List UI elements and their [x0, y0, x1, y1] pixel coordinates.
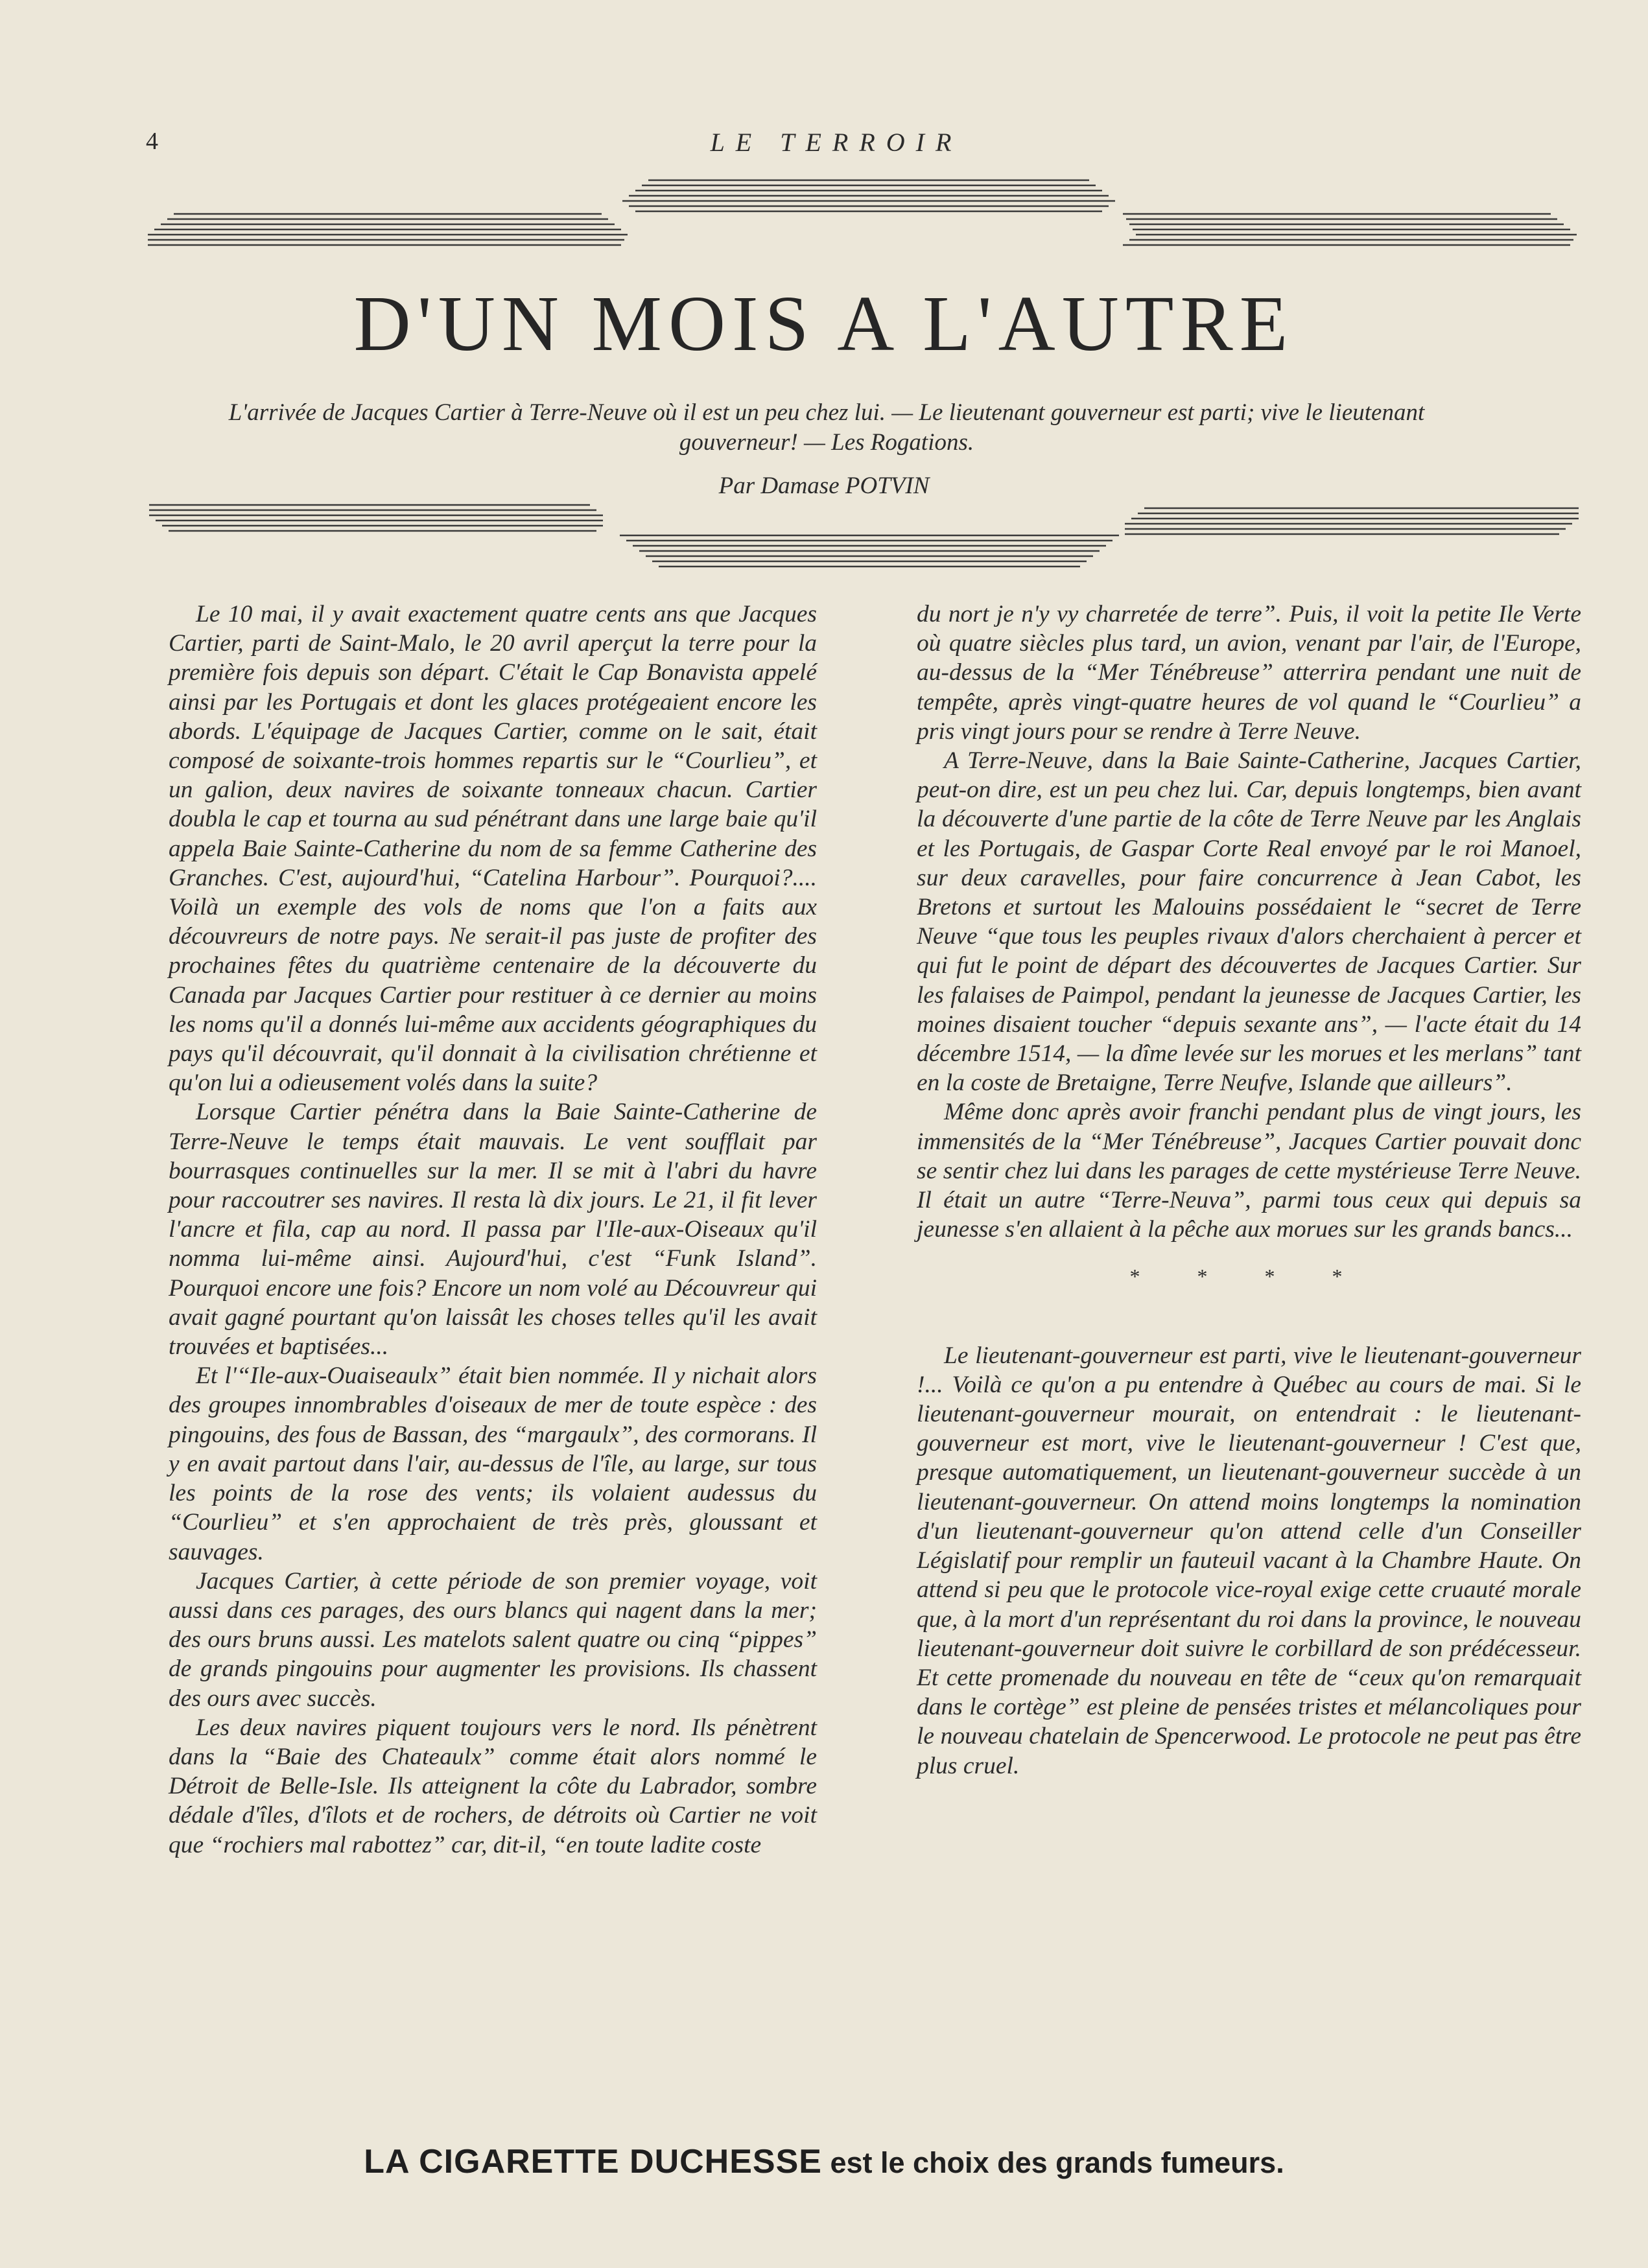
ornament-wave-icon — [622, 176, 1115, 215]
paragraph: Le 10 mai, il y avait exactement quatre cents ans que Jacques Cartier, parti de Saint-Malo, le 20 avril aperçut la terre pour la première fois depuis son départ. C'était le Cap Bonavista appelé ainsi par les Portugais et dont les glaces protégeaient encore les abords. L'équipage de Jacques Cartier, comme on le sait, était composé de soixante-trois hommes repartis sur le “Courlieu”, et un galion, deux navires de soixante tonneaux chacun. Cartier doubla le cap et tourna au sud pénétrant dans une large baie qu'il appela Baie Sainte-Catherine du nom de sa femme Catherine des Granches. C'est, aujourd'hui, “Catelina Harbour”. Pourquoi?.... Voilà un exemple des vols de noms que l'on a faits aux découvreurs de notre pays. Ne serait-il pas juste de profiter des prochaines fêtes du quatrième centenaire de la découverte du Canada par Jacques Cartier pour restituer à ce dernier au moins les noms qu'il a donnés lui-même aux accidents géographiques du pays qu'il découvrait, qu'il donnait à la civilisation chrétienne et qu'on lui a odieusement volés dans la suite? — [169, 601, 817, 1097]
paragraph: Lorsque Cartier pénétra dans la Baie Sainte-Catherine de Terre-Neuve le temps était mauvais. Le vent soufflait par bourrasques continuelles sur la mer. Il se mit à l'abri du havre pour raccoutrer ses navires. Il resta là dix jours. Le 21, il fit lever l'ancre et fila, cap au nord. Il passa par l'Ile-aux-Oiseaux qu'il nomma lui-même ainsi. Aujourd'hui, c'est “Funk Island”. Pourquoi encore une fois? Encore un nom volé au Découvreur qui avait gagné pourtant qu'on laissât les choses telles qu'il les avait trouvées et baptisées... — [169, 1099, 817, 1361]
paragraph: Le lieutenant-gouverneur est parti, vive le lieutenant-gouverneur !... Voilà ce qu'on a pu entendre à Québec au cours de mai. Si le lieutenant-gouverneur mourait, on entendrait : le lieutenant-gouverneur est mort, vive le lieutenant-gouverneur ! C'est que, presque automatiquement, un lieutenant-gouverneur succède à un lieutenant-gouverneur. On attend moins longtemps la nomination d'un lieutenant-gouverneur qu'on attend celle d'un Conseiller Législatif pour remplir un fauteuil vacant à la Chambre Haute. On attend si peu que le protocole vice-royal exige cette cruauté morale que, à la mort d'un représentant du roi dans la province, le nouveau lieutenant-gouverneur doit suivre le corbillard de son prédécesseur. Et cette promenade du nouveau en tête de “ceux qu'on remarquait dans le cortège” est pleine de pensées tristes et mélancoliques pour le nouveau chatelain de Spencerwood. Le protocole ne peut pas être plus cruel. — [917, 1342, 1581, 1779]
paragraph: du nort je n'y vy charretée de terre”. Puis, il voit la petite Ile Verte où quatre siècles plus tard, un avion, venant par l'air, de l'Europe, au-dessus de la “Mer Ténébreuse” atterrira pendant une nuit de tempête, après vingt-quatre heures de vol quand le “Courlieu” a pris vingt jours pour se rendre à Terre Neuve. — [917, 601, 1581, 745]
left-column — [169, 600, 817, 1860]
paragraph: Et l'“Ile-aux-Ouaiseaulx” était bien nommée. Il y nichait alors des groupes innombrables d'oiseaux de mer de toute espèce : des pingouins, des fous de Bassan, des “margaulx”, des cormorans. Il y en avait partout dans l'air, au-dessus de l'île, au large, sur tous les points de la rose des vents; ils volaient audessus du “Courlieu” et s'en approchaient de très près, gloussant et sauvages. — [169, 1362, 817, 1565]
advertisement — [0, 2142, 1648, 2181]
ornament-wave-icon — [620, 532, 1119, 570]
page-number: 4 — [146, 128, 158, 155]
right-column — [917, 600, 1581, 1781]
ornament-wave-icon — [1125, 506, 1579, 541]
ornament-wave-icon — [149, 502, 603, 538]
ornament-wave-icon — [1123, 211, 1577, 250]
ornament-wave-icon — [148, 211, 628, 250]
article-title: D'UN MOIS A L'AUTRE — [353, 280, 1295, 368]
running-header — [0, 127, 1648, 166]
running-title: LE TERROIR — [710, 128, 963, 157]
ad-brand: LA CIGARETTE DUCHESSE — [364, 2143, 822, 2180]
paragraph: A Terre-Neuve, dans la Baie Sainte-Catherine, Jacques Cartier, peut-on dire, est un peu chez lui. Car, depuis longtemps, bien avant la découverte d'une partie de la côte de Terre Neuve par les Anglais et les Portugais, de Gaspar Corte Real envoyé par le roi Manoel, sur deux caravelles, pour faire concurrence à Jean Cabot, les Bretons et surtout les Malouins possédaient le “secret de Terre Neuve “que tous les peuples rivaux d'alors cherchaient à percer et qui fut le point de départ des découvertes de Jacques Cartier. Sur les falaises de Paimpol, pendant la jeunesse de Jacques Cartier, les moines disaient toucher “depuis sexante ans”, — l'acte était du 14 décembre 1514, — la dîme levée sur les morues et les merlans” tant en la coste de Bretaigne, Terre Neufve, Islande que ailleurs”. — [917, 747, 1581, 1097]
paragraph: Même donc après avoir franchi pendant plus de vingt jours, les immensités de la “Mer Ténébreuse”, Jacques Cartier pouvait donc se sentir chez lui dans les parages de cette mystérieuse Terre Neuve. Il était un autre “Terre-Neuva”, parmi tous ceux qui depuis sa jeunesse s'en allaient à la pêche aux morues sur les grands bancs... — [917, 1099, 1581, 1243]
section-break: * * * * — [1129, 1265, 1369, 1289]
paragraph: Jacques Cartier, à cette période de son premier voyage, voit aussi dans ces parages, des ours blancs qui nagent dans la mer; des ours bruns aussi. Les matelots salent quatre ou cinq “pippes” de grands pingouins pour augmenter les provisions. Ils chassent des ours avec succès. — [169, 1567, 817, 1712]
ad-tagline: est le choix des grands fumeurs. — [821, 2146, 1284, 2179]
paragraph: Les deux navires piquent toujours vers le nord. Ils pénètrent dans la “Baie des Chateaulx” comme était alors nommé le Détroit de Belle-Isle. Ils atteignent la côte du Labrador, sombre dédale d'îles, d'îlots et de rochers, de détroits où Cartier ne voit que “rochiers mal rabottez” car, dit-il, “en toute ladite coste — [169, 1714, 817, 1858]
article-subtitle: L'arrivée de Jacques Cartier à Terre-Neuve où il est un peu chez lui. — Le lieutenant gouverneur est parti; vive le lieutenant gouverneur! — Les Rogations. — [228, 399, 1425, 456]
byline: Par Damase POTVIN — [718, 473, 930, 499]
